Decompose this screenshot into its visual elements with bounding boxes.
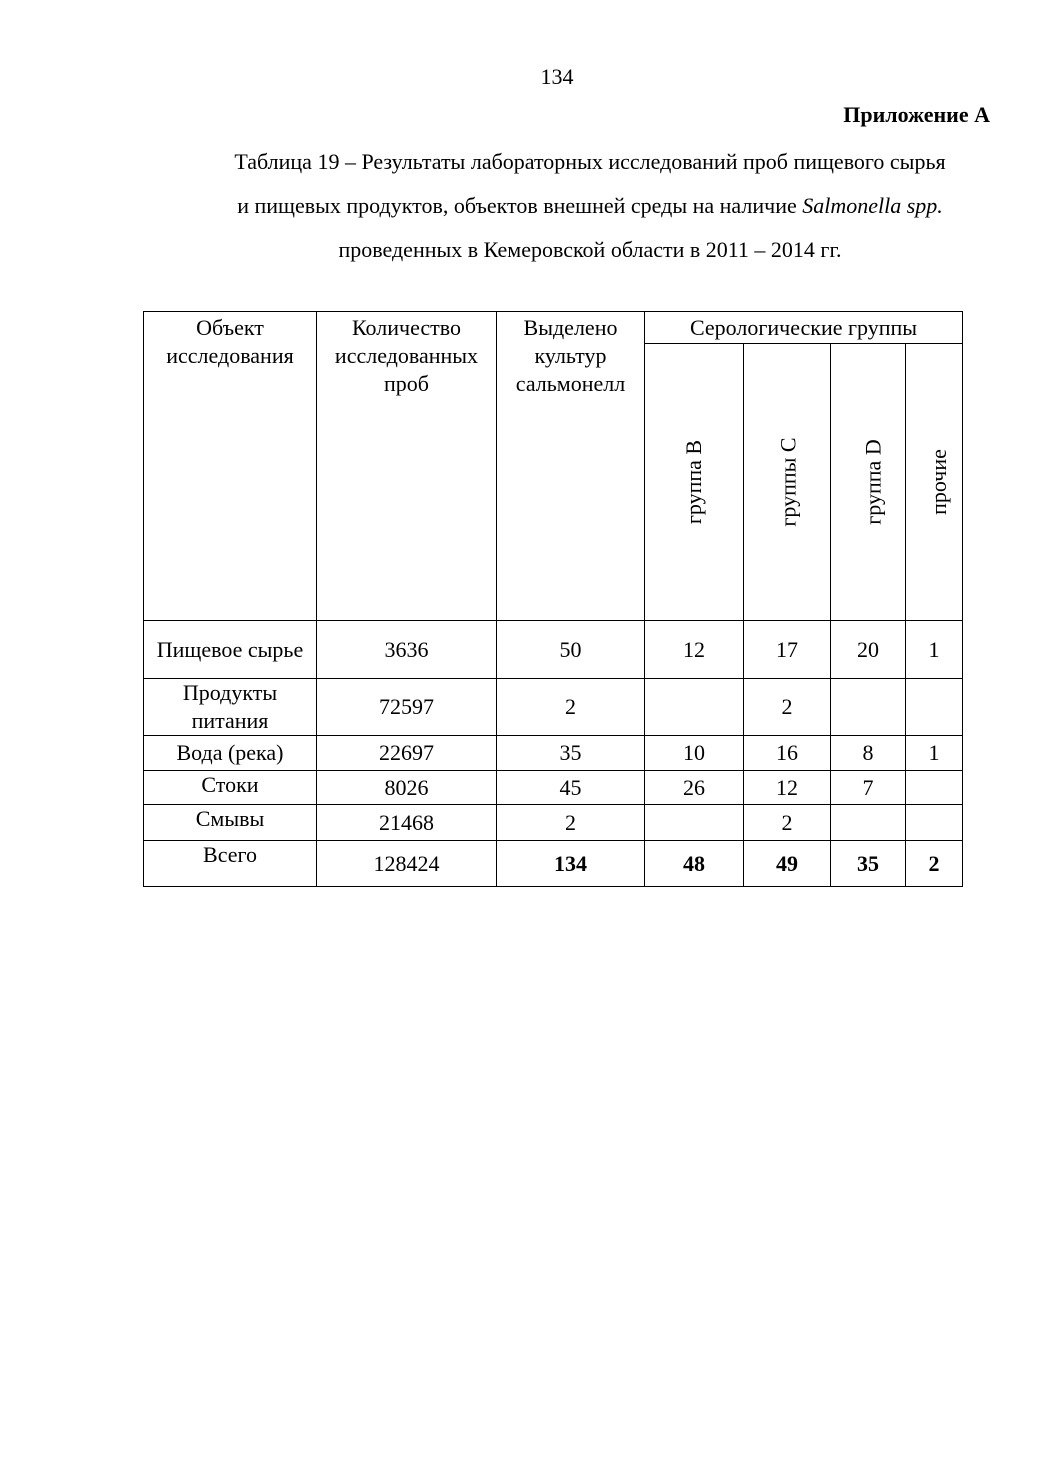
caption-line-2 — [140, 184, 1040, 228]
header-group-d — [831, 344, 906, 621]
cell-group-d — [831, 679, 906, 736]
header-sero-groups: Серологические группы — [645, 312, 963, 344]
caption-line-1: Таблица 19 – Результаты лабораторных исследований проб пищевого сырья — [234, 149, 946, 174]
cell-isolated: 134 — [497, 841, 645, 887]
header-group-b-label: группа В — [681, 439, 706, 525]
cell-group-b: 12 — [645, 621, 744, 679]
cell-group-d: 35 — [831, 841, 906, 887]
cell-group-d — [831, 805, 906, 841]
header-group-d-label: группа D — [860, 439, 886, 525]
cell-group-d: 20 — [831, 621, 906, 679]
header-count: Количество исследованных проб — [317, 312, 497, 621]
cell-other: 1 — [906, 621, 963, 679]
header-isolated: Выделено культур сальмонелл — [497, 312, 645, 621]
cell-group-b — [645, 679, 744, 736]
header-other — [906, 344, 963, 621]
cell-group-c: 49 — [744, 841, 831, 887]
cell-other — [906, 771, 963, 805]
row-name: Всего — [144, 841, 317, 887]
cell-group-c: 16 — [744, 736, 831, 771]
table-row — [144, 805, 963, 841]
caption-line-3: проведенных в Кемеровской области в 2011 – 2014 гг. — [338, 237, 842, 262]
cell-count: 21468 — [317, 805, 497, 841]
cell-other: 2 — [906, 841, 963, 887]
cell-count: 22697 — [317, 736, 497, 771]
cell-group-b: 48 — [645, 841, 744, 887]
cell-isolated: 35 — [497, 736, 645, 771]
cell-group-c: 12 — [744, 771, 831, 805]
header-row-1 — [144, 312, 963, 344]
cell-count: 128424 — [317, 841, 497, 887]
row-name: Вода (река) — [144, 736, 317, 771]
table-row — [144, 621, 963, 679]
cell-group-b — [645, 805, 744, 841]
appendix-title: Приложение А — [843, 102, 990, 127]
cell-count: 8026 — [317, 771, 497, 805]
caption-species: Salmonella spp. — [802, 193, 943, 218]
cell-group-c: 2 — [744, 805, 831, 841]
cell-group-b: 26 — [645, 771, 744, 805]
table-row — [144, 679, 963, 736]
row-name: Стоки — [144, 771, 317, 805]
cell-count: 72597 — [317, 679, 497, 736]
cell-group-d: 7 — [831, 771, 906, 805]
cell-count: 3636 — [317, 621, 497, 679]
table-row — [144, 771, 963, 805]
header-group-b — [645, 344, 744, 621]
cell-group-c: 17 — [744, 621, 831, 679]
cell-other: 1 — [906, 736, 963, 771]
table-row — [144, 736, 963, 771]
header-object: Объект исследования — [144, 312, 317, 621]
header-group-c-label: группы С — [775, 437, 801, 527]
row-name: Продукты питания — [144, 679, 317, 736]
cell-other — [906, 679, 963, 736]
cell-group-d: 8 — [831, 736, 906, 771]
header-group-c — [744, 344, 831, 621]
results-table — [143, 311, 963, 887]
cell-other — [906, 805, 963, 841]
caption-line-2-text: и пищевых продуктов, объектов внешней среды на наличие — [237, 193, 803, 218]
cell-isolated: 2 — [497, 679, 645, 736]
cell-group-c: 2 — [744, 679, 831, 736]
cell-isolated: 50 — [497, 621, 645, 679]
row-name: Пищевое сырье — [144, 621, 317, 679]
cell-isolated: 45 — [497, 771, 645, 805]
cell-group-b: 10 — [645, 736, 744, 771]
header-other-label: прочие — [925, 449, 951, 515]
row-name: Смывы — [144, 805, 317, 841]
cell-isolated: 2 — [497, 805, 645, 841]
table-caption — [140, 140, 1040, 272]
page-number: 134 — [540, 64, 574, 89]
table-row-total — [144, 841, 963, 887]
